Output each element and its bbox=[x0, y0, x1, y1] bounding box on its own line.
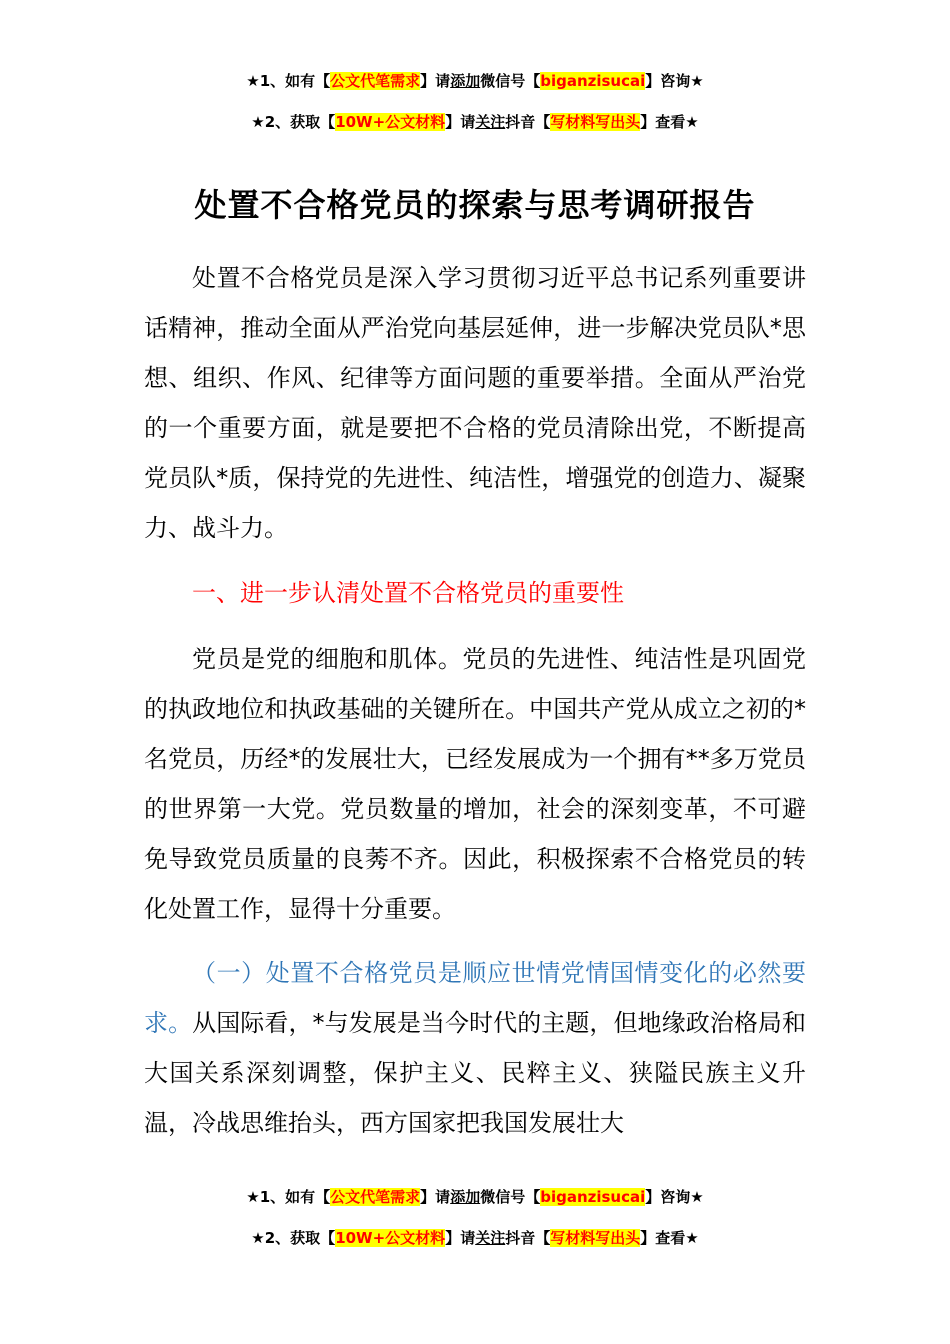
banner-text: ★1、如有【 bbox=[246, 1188, 331, 1206]
banner-underline: 关注 bbox=[475, 113, 506, 131]
banner-highlight: biganzisucai bbox=[540, 72, 646, 90]
banner-highlight: 公文代笔需求 bbox=[330, 72, 421, 90]
banner-text: 】请 bbox=[445, 1229, 476, 1247]
banner-text: 抖音【 bbox=[505, 113, 551, 131]
subsection-heading: （一）处置不合格党员是顺应世情党情国情变化的必然要求。 bbox=[144, 959, 806, 1037]
banner-text: 】请 bbox=[420, 72, 451, 90]
banner-text: 】咨询★ bbox=[645, 1188, 704, 1206]
bottom-banner-line-1 bbox=[0, 1186, 950, 1208]
banner-highlight: 10W+公文材料 bbox=[335, 113, 446, 131]
bottom-banner-line-2 bbox=[0, 1227, 950, 1249]
top-banner-line-2 bbox=[0, 111, 950, 133]
banner-text: 】查看★ bbox=[640, 1229, 699, 1247]
subsection-text: 从国际看，*与发展是当今时代的主题，但地缘政治格局和大国关系深刻调整，保护主义、民粹主义、狭隘民族主义升温，冷战思维抬头，西方国家把我国发展壮大 bbox=[144, 1009, 807, 1137]
banner-text: 抖音【 bbox=[505, 1229, 551, 1247]
banner-highlight: 10W+公文材料 bbox=[335, 1229, 446, 1247]
banner-text: ★2、获取【 bbox=[251, 113, 336, 131]
banner-underline: 添加 bbox=[450, 72, 481, 90]
banner-text: 微信号【 bbox=[480, 72, 541, 90]
banner-highlight: 写材料写出头 bbox=[550, 113, 641, 131]
banner-text: ★1、如有【 bbox=[246, 72, 331, 90]
banner-underline: 添加 bbox=[450, 1188, 481, 1206]
subsection-paragraph bbox=[144, 948, 806, 1148]
banner-underline: 关注 bbox=[475, 1229, 506, 1247]
section-paragraph bbox=[144, 634, 806, 934]
intro-paragraph: 处置不合格党员是深入学习贯彻习近平总书记系列重要讲话精神，推动全面从严治党向基层延伸，进一步解决党员队*思想、组织、作风、纪律等方面问题的重要举措。全面从严治党的一个重要方面，就是要把不合格的党员清除出党，不断提高党员队*质，保持党的先进性、纯洁性，增强党的创造力、凝聚力、战斗力。 bbox=[144, 264, 806, 542]
banner-highlight: 写材料写出头 bbox=[550, 1229, 641, 1247]
banner-highlight: biganzisucai bbox=[540, 1188, 646, 1206]
banner-highlight: 公文代笔需求 bbox=[330, 1188, 421, 1206]
banner-text: 微信号【 bbox=[480, 1188, 541, 1206]
banner-text: 】请 bbox=[420, 1188, 451, 1206]
section-heading: 一、进一步认清处置不合格党员的重要性 bbox=[192, 579, 624, 607]
banner-text: ★2、获取【 bbox=[251, 1229, 336, 1247]
banner-text: 】请 bbox=[445, 113, 476, 131]
document-title: 处置不合格党员的探索与思考调研报告 bbox=[194, 186, 756, 224]
top-banner-line-1 bbox=[0, 70, 950, 92]
banner-text: 】查看★ bbox=[640, 113, 699, 131]
banner-text: 】咨询★ bbox=[645, 72, 704, 90]
section-paragraph-text: 党员是党的细胞和肌体。党员的先进性、纯洁性是巩固党的执政地位和执政基础的关键所在。中国共产党从成立之初的*名党员，历经*的发展壮大，已经发展成为一个拥有**多万党员的世界第一大党。党员数量的增加，社会的深刻变革，不可避免导致党员质量的良莠不齐。因此，积极探索不合格党员的转化处置工作，显得十分重要。 bbox=[144, 645, 806, 923]
